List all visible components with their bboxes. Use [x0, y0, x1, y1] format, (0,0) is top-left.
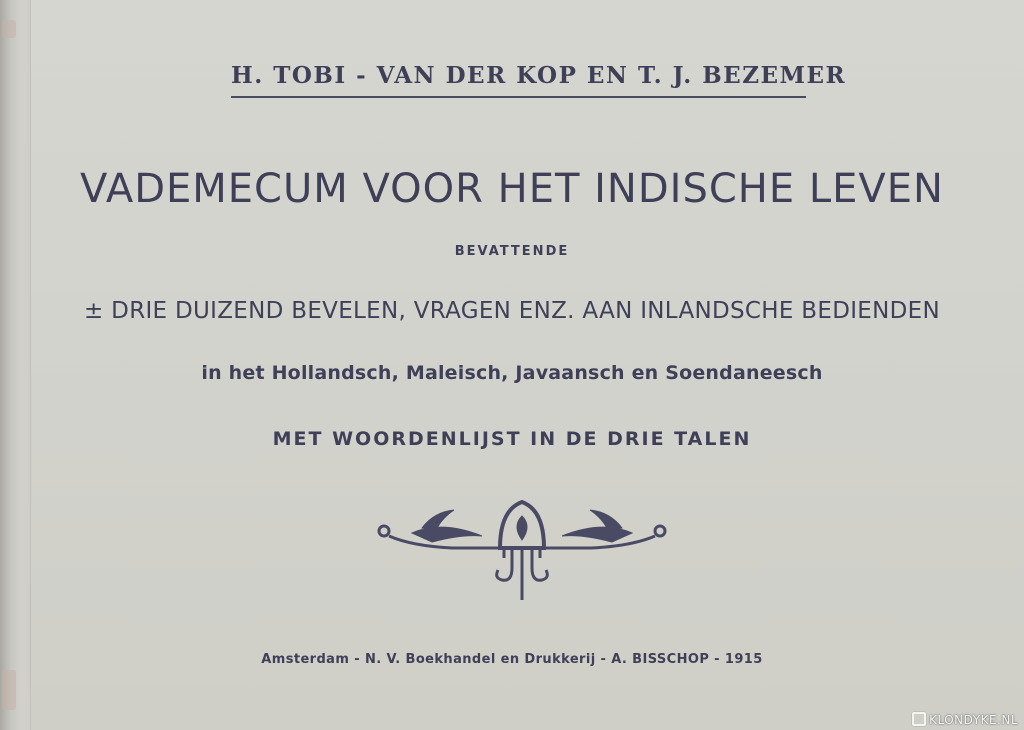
- watermark: [912, 712, 1018, 727]
- spine-wear-mark: [2, 20, 16, 38]
- watermark-text: KLONDYKE.NL: [929, 713, 1018, 727]
- authors-underline: [231, 96, 806, 98]
- publisher-imprint: Amsterdam - N. V. Boekhandel en Drukkerij - A. BISSCHOP - 1915: [261, 652, 763, 667]
- authors-line: H. TOBI - VAN DER KOP EN T. J. BEZEMER: [231, 62, 847, 89]
- book-subtitle: ± DRIE DUIZEND BEVELEN, VRAGEN ENZ. AAN INLANDSCHE BEDIENDEN: [84, 298, 940, 324]
- decorative-ornament: [372, 498, 672, 608]
- languages-line: in het Hollandsch, Maleisch, Javaansch en Soendaneesch: [201, 362, 823, 384]
- book-title: VADEMECUM VOOR HET INDISCHE LEVEN: [80, 166, 944, 212]
- klondyke-logo-icon: [912, 712, 926, 726]
- bevattende-label: BEVATTENDE: [454, 244, 570, 259]
- glossary-line: MET WOORDENLIJST IN DE DRIE TALEN: [272, 428, 752, 450]
- spine-wear-mark: [2, 670, 16, 710]
